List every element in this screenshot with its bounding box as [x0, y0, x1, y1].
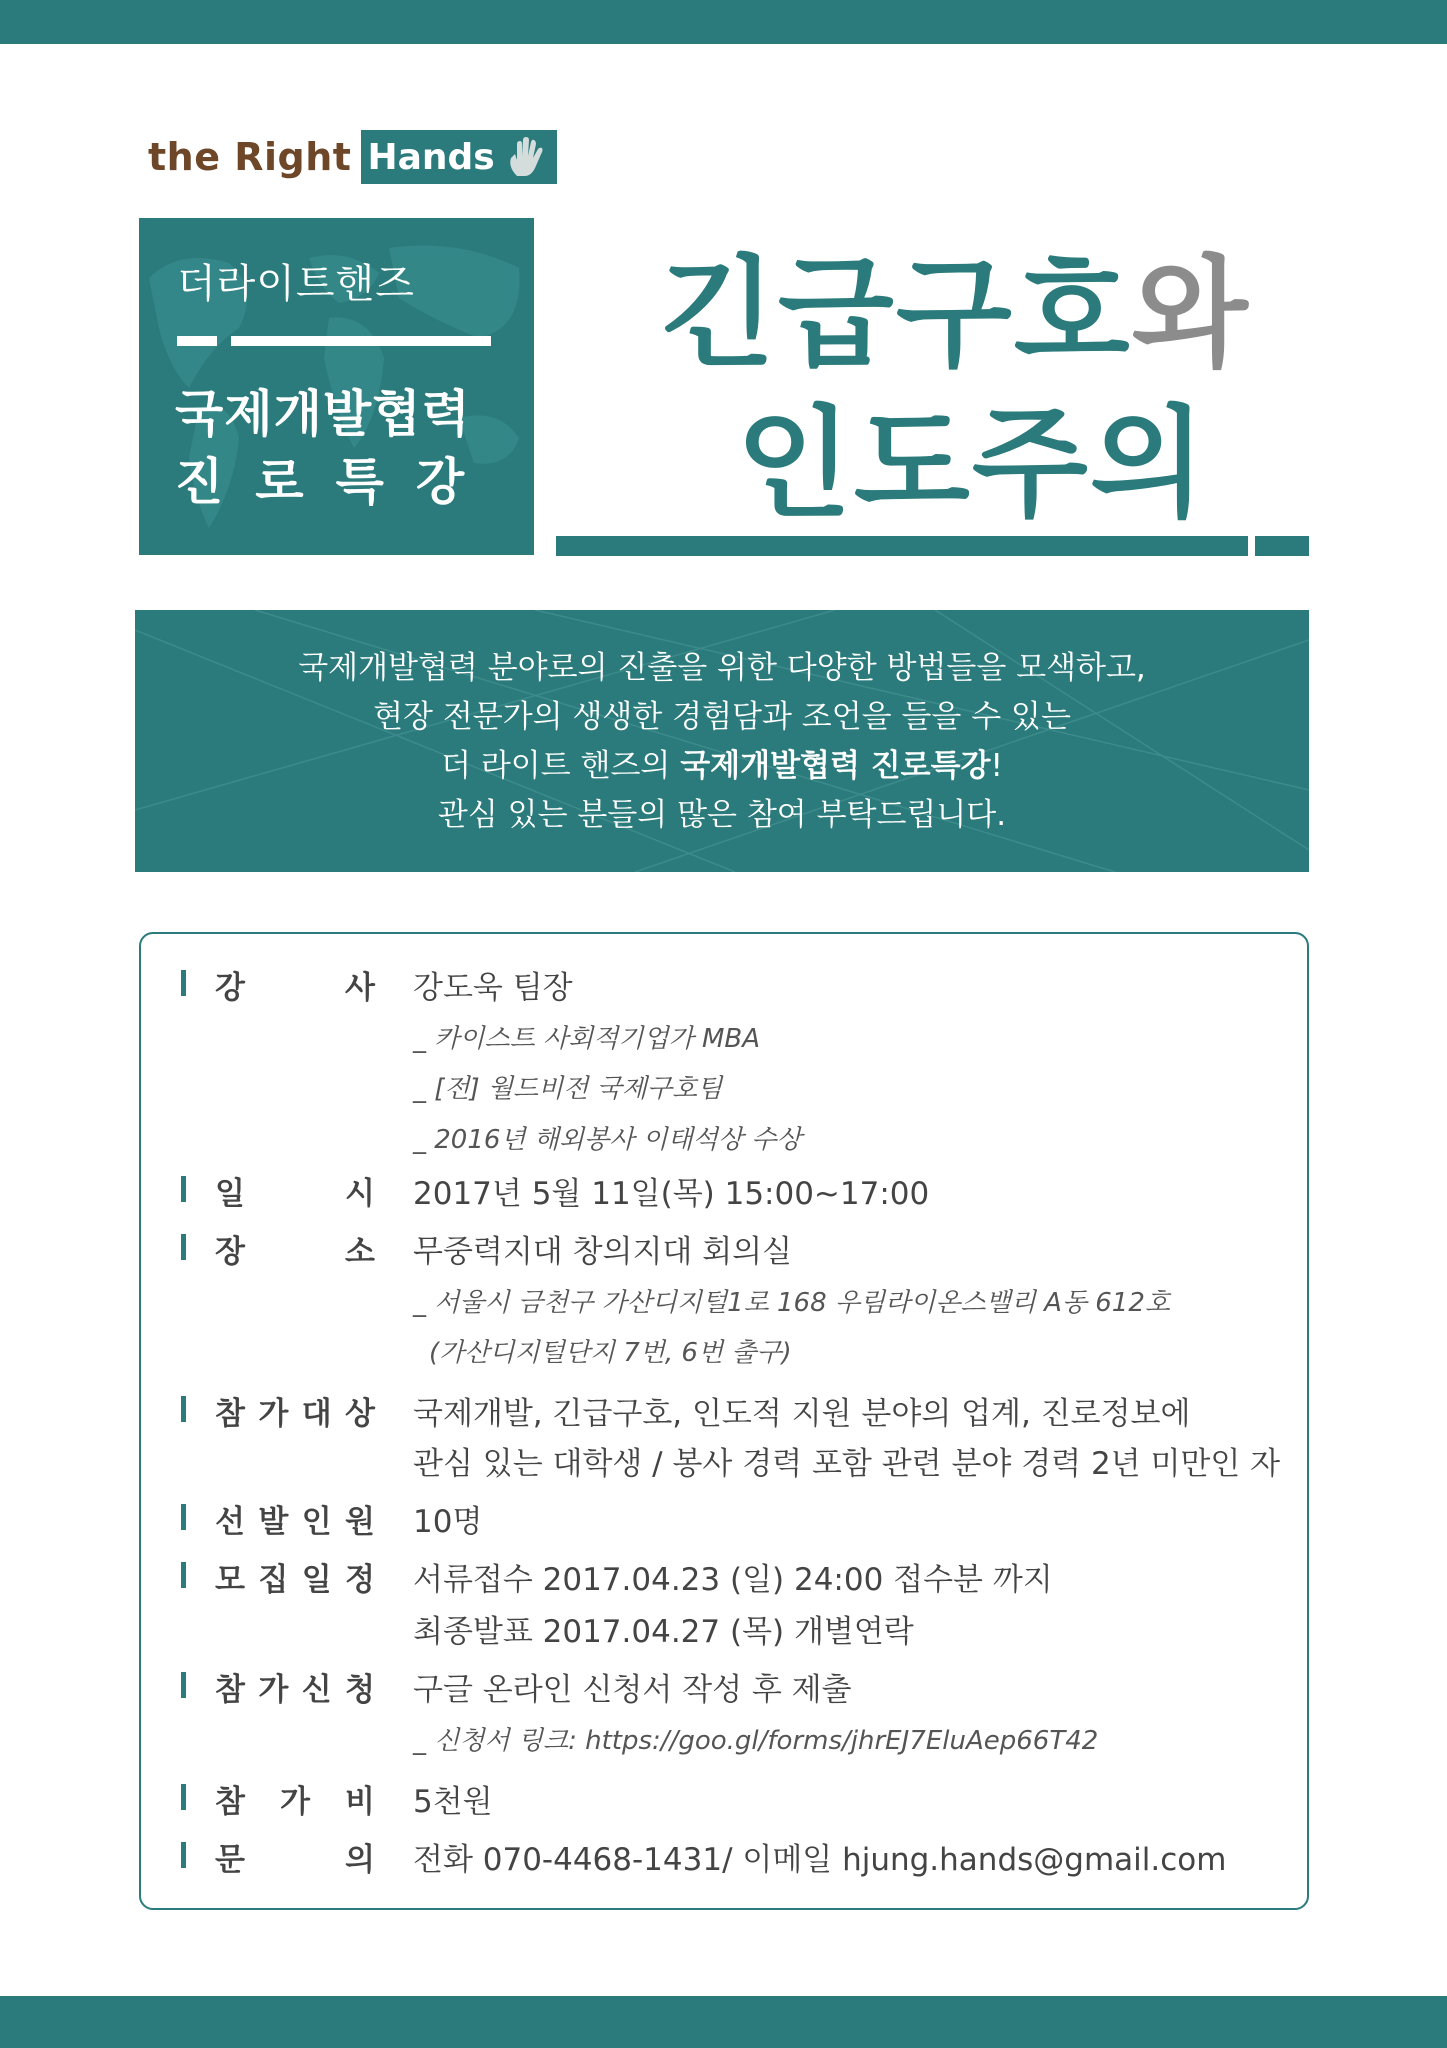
row-label: 모 집 일 정	[215, 1562, 375, 1598]
headline-line1	[660, 240, 1250, 390]
row-marker	[181, 1842, 186, 1868]
logo-the-right: the Right	[148, 135, 352, 179]
row-label: 선 발 인 원	[215, 1504, 375, 1540]
series-box	[139, 218, 534, 555]
venue-address: _ 서울시 금천구 가산디지털1로 168 우림라이온스밸리 A동 612호	[413, 1288, 1170, 1318]
logo-hands-block	[361, 130, 556, 184]
schedule-line: 최종발표 2017.04.27 (목) 개별연락	[413, 1614, 914, 1650]
quota-value: 10명	[413, 1504, 483, 1540]
headline-humanitarianism: 인도주의	[736, 395, 1208, 534]
top-band	[0, 0, 1447, 44]
target-line: 관심 있는 대학생 / 봉사 경력 포함 관련 분야 경력 2년 미만인 자	[413, 1446, 1281, 1482]
series-title	[175, 380, 496, 516]
hand-icon	[503, 136, 547, 178]
bottom-band	[0, 1996, 1447, 2048]
series-title-line2: 진로특강	[175, 453, 497, 511]
lecturer-sub: _ 2016년 해외봉사 이태석상 수상	[413, 1125, 802, 1155]
details-box	[139, 932, 1309, 1910]
lecturer-sub: _ 카이스트 사회적기업가 MBA	[413, 1024, 761, 1054]
series-org: 더라이트핸즈	[177, 261, 415, 307]
headline-rule	[556, 536, 1248, 556]
apply-value: 구글 온라인 신청서 작성 후 제출	[413, 1672, 852, 1708]
series-divider	[231, 336, 491, 346]
series-divider	[177, 336, 217, 346]
intro-line: 관심 있는 분들의 많은 참여 부탁드립니다.	[437, 797, 1007, 833]
logo-hands-text: Hands	[367, 136, 495, 178]
intro-line3-post: !	[990, 748, 1003, 784]
series-title-line1: 국제개발협력	[175, 385, 471, 443]
venue-value: 무중력지대 창의지대 회의실	[413, 1234, 793, 1270]
fee-value: 5천원	[413, 1784, 493, 1820]
row-marker	[181, 1396, 186, 1422]
venue-exit: (가산디지털단지 7번, 6번 출구)	[429, 1338, 792, 1368]
row-marker	[181, 1784, 186, 1810]
intro-line: 국제개발협력 분야로의 진출을 위한 다양한 방법들을 모색하고,	[298, 650, 1146, 686]
row-label: 참 가 비	[215, 1784, 375, 1820]
row-label: 참 가 신 청	[215, 1672, 375, 1708]
row-label: 참 가 대 상	[215, 1396, 375, 1432]
intro-line3-bold: 국제개발협력 진로특강	[680, 748, 991, 784]
row-marker	[181, 1562, 186, 1588]
row-label: 강 사	[215, 970, 375, 1006]
schedule-line: 서류접수 2017.04.23 (일) 24:00 접수분 까지	[413, 1562, 1053, 1598]
row-marker	[181, 1234, 186, 1260]
contact-value: 전화 070-4468-1431/ 이메일 hjung.hands@gmail.com	[413, 1842, 1227, 1878]
target-line: 국제개발, 긴급구호, 인도적 지원 분야의 업계, 진로정보에	[413, 1396, 1191, 1432]
lecturer-sub: _ [전] 월드비전 국제구호팀	[413, 1074, 723, 1104]
intro-line: 현장 전문가의 생생한 경험담과 조언을 들을 수 있는	[373, 699, 1071, 735]
datetime-value: 2017년 5월 11일(목) 15:00~17:00	[413, 1176, 930, 1212]
headline-rule-end	[1255, 536, 1309, 556]
row-marker	[181, 970, 186, 996]
headline-emergency: 긴급구호	[660, 245, 1132, 384]
row-label: 문 의	[215, 1842, 375, 1878]
row-marker	[181, 1176, 186, 1202]
intro-text	[135, 610, 1309, 840]
lecturer-value: 강도욱 팀장	[413, 970, 573, 1006]
intro-box	[135, 610, 1309, 872]
row-label: 장 소	[215, 1234, 375, 1270]
intro-line	[135, 742, 1309, 791]
intro-line3-pre: 더 라이트 핸즈의	[441, 748, 681, 784]
row-label: 일 시	[215, 1176, 375, 1212]
logo	[148, 130, 557, 184]
apply-link[interactable]: _ 신청서 링크: https://goo.gl/forms/jhrEJ7EluAep66T42	[413, 1726, 1099, 1756]
row-marker	[181, 1672, 186, 1698]
headline-particle: 와	[1131, 245, 1250, 384]
row-marker	[181, 1504, 186, 1530]
